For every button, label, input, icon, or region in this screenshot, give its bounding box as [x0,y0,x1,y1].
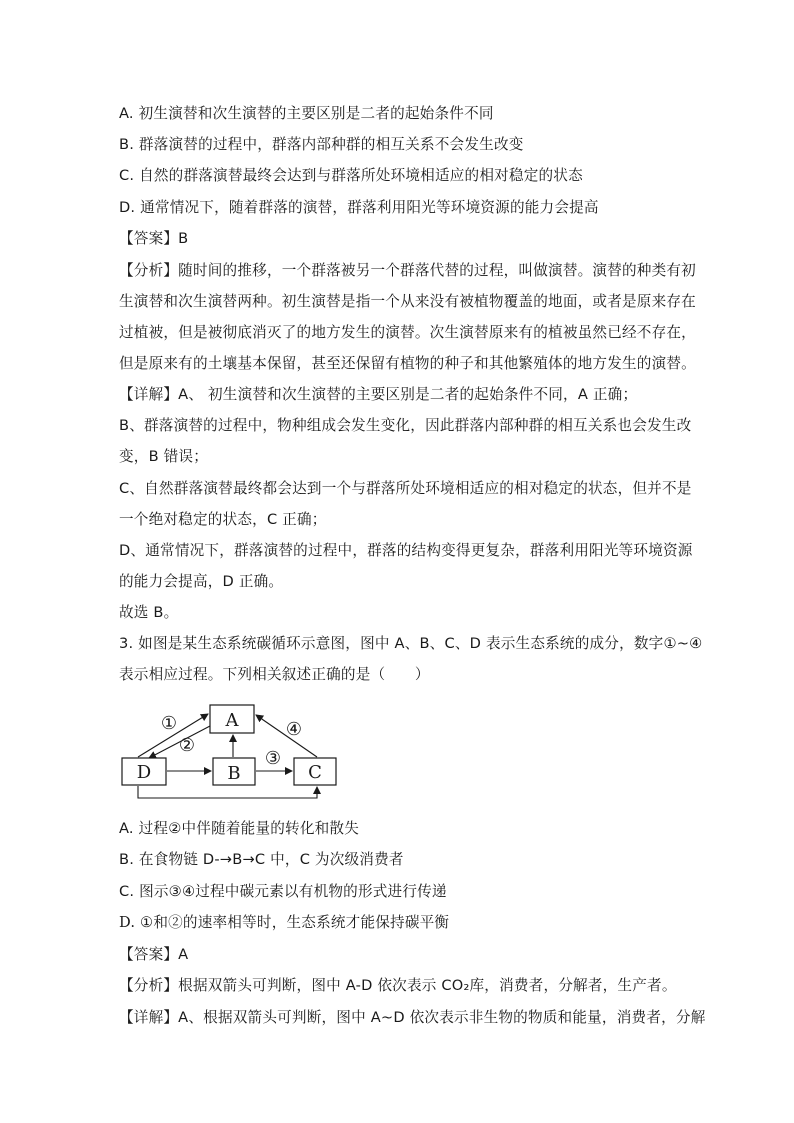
q2-analysis-line: 过植被，但是被彻底消灭了的地方发生的演替。次生演替原来有的植被虽然已经不存在， [119,324,696,341]
q2-detail-line: 变，B 错误； [119,448,209,465]
node-b-label: B [227,763,241,784]
q2-answer: 【答案】B [119,230,189,247]
q3-option-b: B. 在食物链 D-→B→C 中，C 为次级消费者 [119,851,404,868]
q2-option-d: D. 通常情况下，随着群落的演替，群落利用阳光等环境资源的能力会提高 [119,199,599,216]
q2-option-a: A. 初生演替和次生演替的主要区别是二者的起始条件不同 [119,105,494,122]
q3-option-c: C. 图示③④过程中碳元素以有机物的形式进行传递 [119,883,447,900]
q3-option-d: D. ①和②的速率相等时，生态系统才能保持碳平衡 [119,914,450,931]
q2-detail-line: D、通常情况下，群落演替的过程中，群落的结构变得更复杂，群落利用阳光等环境资源 [119,542,693,559]
arrow-d-to-c [138,786,317,798]
q3-stem-line: 3. 如图是某生态系统碳循环示意图，图中 A、B、C、D 表示生态系统的成分，数字①~④ [119,635,703,652]
node-d-label: D [136,762,152,783]
q3-detail: 【详解】A、根据双箭头可判断，图中 A~D 依次表示非生物的物质和能量，消费者，分解 [119,1009,706,1026]
q2-conclusion: 故选 B。 [119,604,179,621]
q3-answer: 【答案】A [119,946,189,963]
process-3-label: ③ [264,748,282,769]
process-2-label: ② [178,735,196,756]
q3-option-a: A. 过程②中伴随着能量的转化和散失 [119,820,360,837]
q2-detail-line: 的能力会提高，D 正确。 [119,573,284,590]
q2-option-c: C. 自然的群落演替最终会达到与群落所处环境相适应的相对稳定的状态 [119,167,583,184]
q2-analysis-line: 【分析】随时间的推移，一个群落被另一个群落代替的过程，叫做演替。演替的种类有初 [119,262,696,279]
node-c-label: C [308,762,322,783]
carbon-cycle-diagram [118,702,343,804]
q2-option-b: B. 群落演替的过程中，群落内部种群的相互关系不会发生改变 [119,136,524,153]
q2-analysis-line: 但是原来有的土壤基本保留，甚至还保留有植物的种子和其他繁殖体的地方发生的演替。 [119,355,696,372]
process-1-label: ① [160,713,178,734]
q3-stem-line: 表示相应过程。下列相关叙述正确的是（ ） [119,666,430,683]
q2-detail-line: B、群落演替的过程中，物种组成会发生变化，因此群落内部种群的相互关系也会发生改 [119,417,692,434]
q2-analysis-line: 生演替和次生演替两种。初生演替是指一个从来没有被植物覆盖的地面，或者是原来存在 [119,293,696,310]
process-4-label: ④ [285,719,303,740]
q2-detail-line: 一个绝对稳定的状态，C 正确； [119,511,327,528]
q3-analysis: 【分析】根据双箭头可判断，图中 A-D 依次表示 CO₂库，消费者，分解者，生产者。 [119,977,677,994]
q2-detail-line: 【详解】A、 初生演替和次生演替的主要区别是二者的起始条件不同，A 正确； [119,386,638,403]
node-a-label: A [225,710,239,731]
q2-detail-line: C、自然群落演替最终都会达到一个与群落所处环境相适应的相对稳定的状态，但并不是 [119,480,692,497]
